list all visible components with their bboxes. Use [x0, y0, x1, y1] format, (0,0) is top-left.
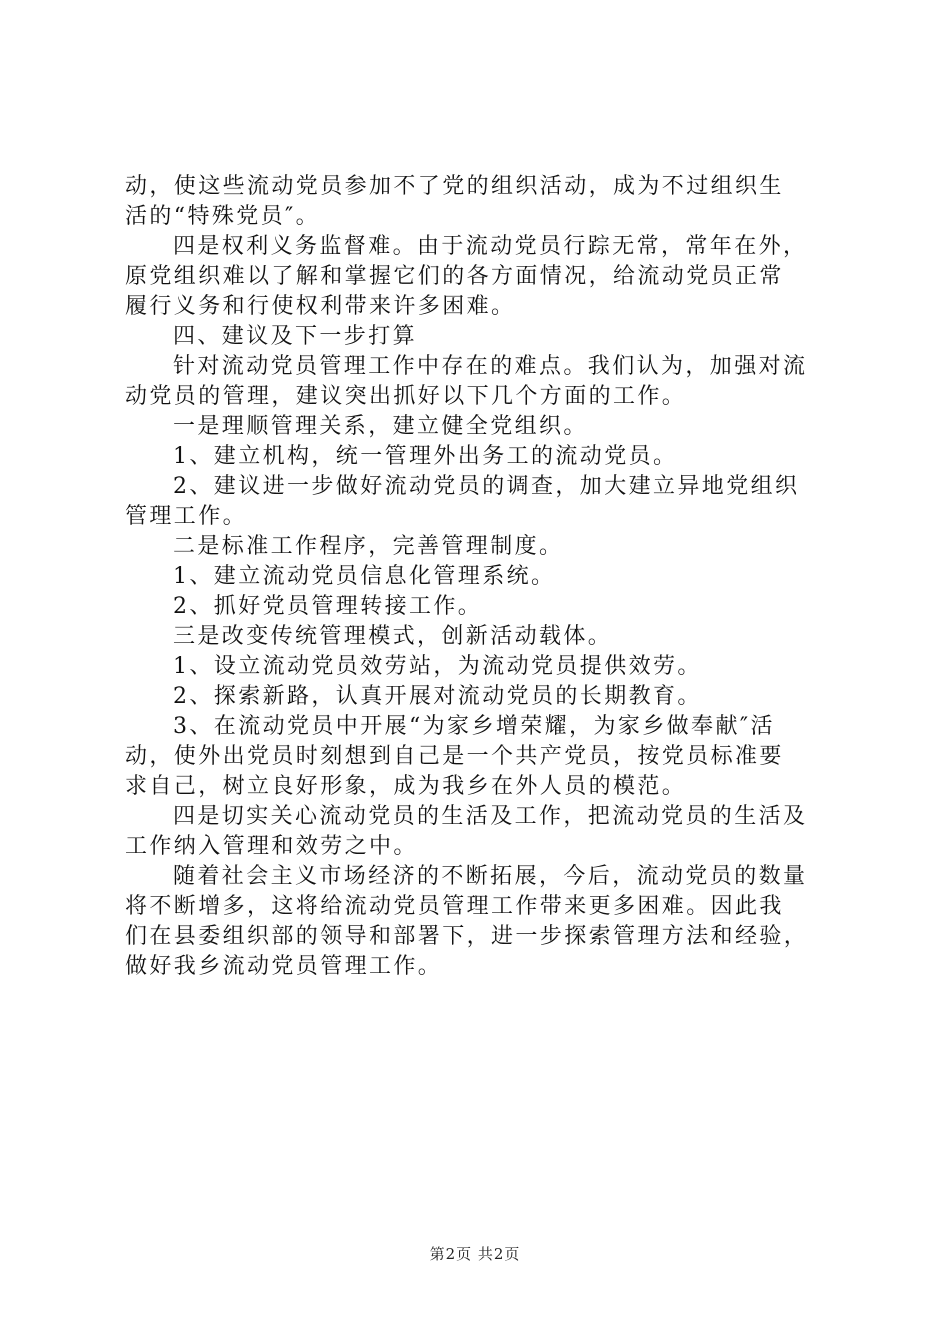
text-line: 四是权利义务监督难。由于流动党员行踪无常，常年在外，: [173, 234, 808, 259]
text-line: 原党组织难以了解和掌握它们的各方面情况，给流动党员正常: [125, 264, 784, 289]
text-line: 做好我乡流动党员管理工作。: [125, 954, 443, 979]
text-line: 动党员的管理，建议突出抓好以下几个方面的工作。: [125, 384, 687, 409]
text-line: 求自己，树立良好形象，成为我乡在外人员的模范。: [125, 774, 687, 799]
text-line: 将不断增多，这将给流动党员管理工作带来更多困难。因此我: [125, 894, 784, 919]
text-line: 三是改变传统管理模式，创新活动载体。: [173, 624, 613, 649]
text-line: 2、建议进一步做好流动党员的调查，加大建立异地党组织: [173, 474, 800, 499]
page-footer: 第2页 共2页: [429, 1245, 521, 1263]
text-line: 活的“特殊党员″。: [125, 204, 321, 229]
text-line: 1、设立流动党员效劳站，为流动党员提供效劳。: [173, 654, 702, 679]
text-line: 2、探索新路，认真开展对流动党员的长期教育。: [173, 684, 702, 709]
text-line: 工作纳入管理和效劳之中。: [125, 834, 418, 859]
text-line: 动，使这些流动党员参加不了党的组织活动，成为不过组织生: [125, 174, 784, 199]
text-line: 们在县委组织部的领导和部署下，进一步探索管理方法和经验，: [125, 924, 809, 949]
text-line: 管理工作。: [125, 504, 248, 529]
text-line: 四、建议及下一步打算: [173, 324, 418, 349]
text-line: 随着社会主义市场经济的不断拓展，今后，流动党员的数量: [173, 864, 808, 889]
text-line: 3、在流动党员中开展“为家乡增荣耀，为家乡做奉献″活: [173, 714, 775, 739]
document-body: [125, 172, 837, 982]
text-line: 四是切实关心流动党员的生活及工作，把流动党员的生活及: [173, 804, 808, 829]
text-line: 2、抓好党员管理转接工作。: [173, 594, 483, 619]
text-line: 动，使外出党员时刻想到自己是一个共产党员，按党员标准要: [125, 744, 784, 769]
text-line: 1、建立流动党员信息化管理系统。: [173, 564, 556, 589]
text-line: 一是理顺管理关系，建立健全党组织。: [173, 414, 588, 439]
text-line: 针对流动党员管理工作中存在的难点。我们认为，加强对流: [173, 354, 808, 379]
text-line: 二是标准工作程序，完善管理制度。: [173, 534, 564, 559]
text-line: 履行义务和行使权利带来许多困难。: [125, 294, 516, 319]
text-line: 1、建立机构，统一管理外出务工的流动党员。: [173, 444, 678, 469]
